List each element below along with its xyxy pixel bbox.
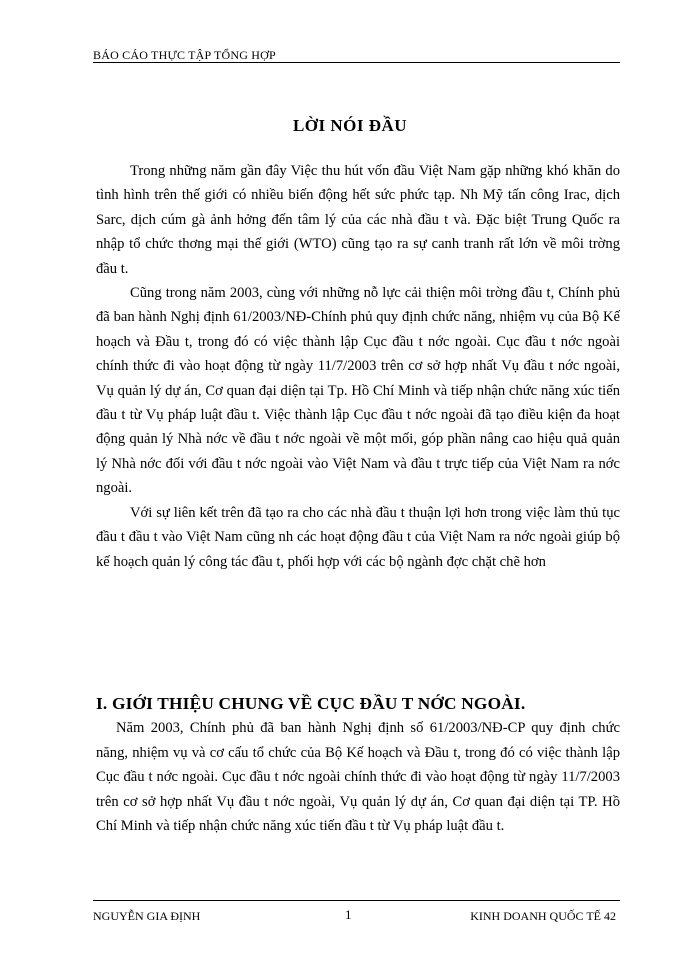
intro-paragraph-1: Trong những năm gần đây Việc thu hút vốn đầu Việt Nam gặp những khó khăn do tình hình trên thế giới có nhiều biến động hết sức phức tạp. Nh Mỹ tấn công Irac, dịch Sarc, dịch cúm gà ảnh hởng đến tâm lý của các nhà đầu t và. Đặc biệt Trung Quốc ra nhập tổ chức thơng mại thế giới (WTO) cũng tạo ra sự canh tranh rất lớn về môi trờng đầu t. <box>96 163 620 277</box>
page-number: 1 <box>345 907 352 922</box>
intro-section <box>96 159 620 574</box>
page-title: LỜI NÓI ĐẦU <box>292 116 408 135</box>
page-footer <box>93 900 620 931</box>
intro-paragraph-2: Cũng trong năm 2003, cùng với những nỗ lực cải thiện môi trờng đầu t, Chính phủ đã ban hành Nghị định 61/2003/NĐ-Chính phủ quy định chức năng, nhiệm vụ của Bộ Kế hoạch và Đầu t, trong đó có việc thành lập Cục đầu t nớc ngoài. Cục đầu t nớc ngoài chính thức đi vào hoạt động từ ngày 11/7/2003 trên cơ sở hợp nhất Vụ đầu t nớc ngoài, Vụ quản lý dự án, Cơ quan đại diện tại Tp. Hồ Chí Minh và tiếp nhận chức năng xúc tiến đầu t từ Vụ pháp luật đầu t. Việc thành lập Cục đầu t nớc ngoài đã tạo điều kiện đa hoạt động quản lý Nhà nớc về đầu t nớc ngoài về một mối, góp phần nâng cao hiệu quả quản lý Nhà nớc đối với đầu t nớc ngoài vào Việt Nam và đầu t trực tiếp của Việt Nam ra nớc ngoài. <box>96 285 620 497</box>
section-body <box>96 716 620 839</box>
section-heading: I. GIỚI THIỆU CHUNG VỀ CỤC ĐẦU T NỚC NGOÀI. <box>96 694 526 713</box>
section-paragraph: Năm 2003, Chính phủ đã ban hành Nghị định số 61/2003/NĐ-CP quy định chức năng, nhiệm vụ và cơ cấu tổ chức của Bộ Kế hoạch và Đầu t, trong đó có việc thành lập Cục đầu t nớc ngoài. Cục đầu t nớc ngoài chính thức đi vào hoạt động từ ngày 11/7/2003 trên cơ sở hợp nhất Vụ đầu t nớc ngoài, Vụ quản lý dự án, Cơ quan đại diện tại TP. Hồ Chí Minh và tiếp nhận chức năng xúc tiến đầu t từ Vụ pháp luật đầu t. <box>96 720 620 834</box>
intro-paragraph-3: Với sự liên kết trên đã tạo ra cho các nhà đầu t thuận lợi hơn trong việc làm thủ tục đầu t đầu t vào Việt Nam cũng nh các hoạt động đầu t của Việt Nam ra nớc ngoài giúp bộ kế hoạch quản lý công tác đầu t, phối hợp với các bộ ngành đợc chặt chẽ hơn <box>96 504 620 570</box>
footer-class: KINH DOANH QUỐC TẾ 42 <box>470 909 616 923</box>
header-text: BÁO CÁO THỰC TẬP TỔNG HỢP <box>93 48 276 62</box>
footer-author: NGUYỄN GIA ĐỊNH <box>93 909 201 923</box>
page-header <box>93 40 620 63</box>
